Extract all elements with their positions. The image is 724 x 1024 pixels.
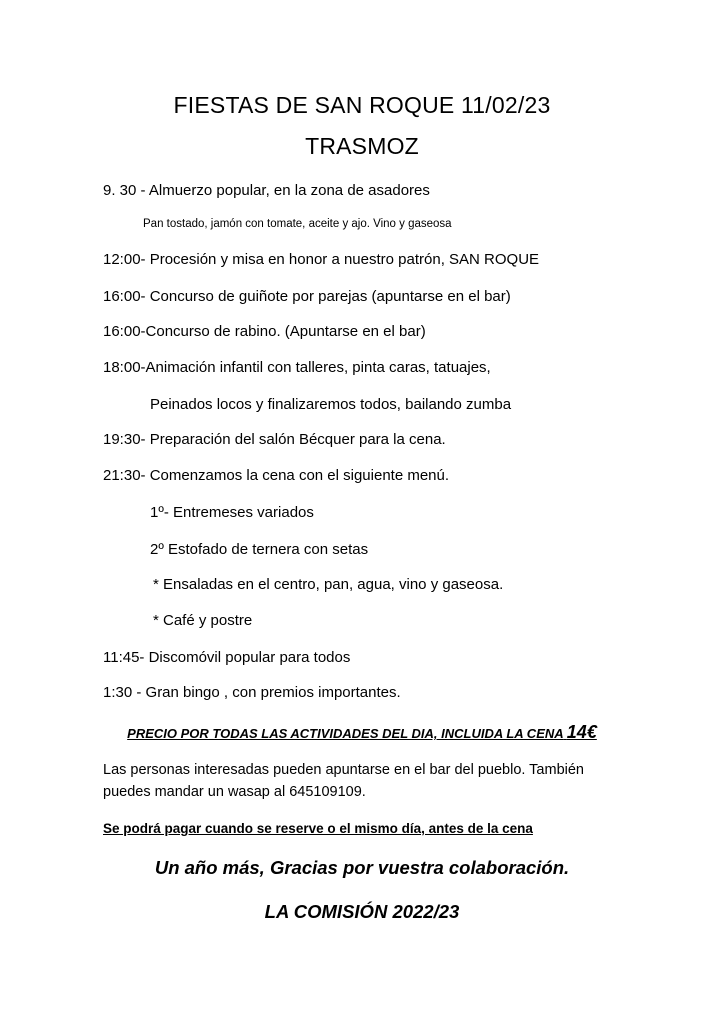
schedule-item-guinote: 16:00- Concurso de guiñote por parejas (apuntarse en el bar) (103, 288, 511, 305)
schedule-item-preparacion: 19:30- Preparación del salón Bécquer para la cena. (103, 431, 446, 448)
event-title: FIESTAS DE SAN ROQUE 11/02/23 (173, 92, 551, 118)
schedule-item-procesion: 12:00- Procesión y misa en honor a nuestro patrón, SAN ROQUE (103, 251, 540, 268)
price-label: PRECIO POR TODAS LAS ACTIVIDADES DEL DIA, INCLUIDA LA CENA (127, 726, 564, 741)
menu-item-first: 1º- Entremeses variados (150, 504, 314, 521)
thanks-message: Un año más, Gracias por vuestra colaboración. (154, 857, 570, 878)
schedule-item-discomovil: 11:45- Discomóvil popular para todos (103, 649, 351, 666)
menu-item-ensaladas: * Ensaladas en el centro, pan, agua, vino y gaseosa. (153, 576, 504, 593)
committee-signature: LA COMISIÓN 2022/23 (264, 901, 460, 922)
schedule-item-almuerzo: 9. 30 - Almuerzo popular, en la zona de asadores (103, 182, 430, 199)
schedule-item-rabino: 16:00-Concurso de rabino. (Apuntarse en el bar) (103, 323, 426, 340)
schedule-item-bingo: 1:30 - Gran bingo , con premios importantes. (103, 684, 401, 701)
menu-item-second: 2º Estofado de ternera con setas (150, 541, 369, 558)
schedule-detail-almuerzo: Pan tostado, jamón con tomate, aceite y ajo. Vino y gaseosa (143, 218, 452, 230)
contact-line-2: puedes mandar un wasap al 645109109. (103, 784, 366, 800)
schedule-item-cena: 21:30- Comenzamos la cena con el siguiente menú. (103, 467, 450, 484)
contact-line-1: Las personas interesadas pueden apuntarse en el bar del pueblo. También (103, 762, 584, 778)
schedule-detail-animacion: Peinados locos y finalizaremos todos, bailando zumba (150, 396, 512, 413)
event-location: TRASMOZ (305, 133, 419, 159)
price-amount: 14€ (566, 722, 597, 742)
price-banner (0, 722, 724, 743)
menu-item-cafe: * Café y postre (153, 612, 253, 629)
schedule-item-animacion: 18:00-Animación infantil con talleres, pinta caras, tatuajes, (103, 359, 491, 376)
payment-note: Se podrá pagar cuando se reserve o el mismo día, antes de la cena (103, 821, 533, 836)
